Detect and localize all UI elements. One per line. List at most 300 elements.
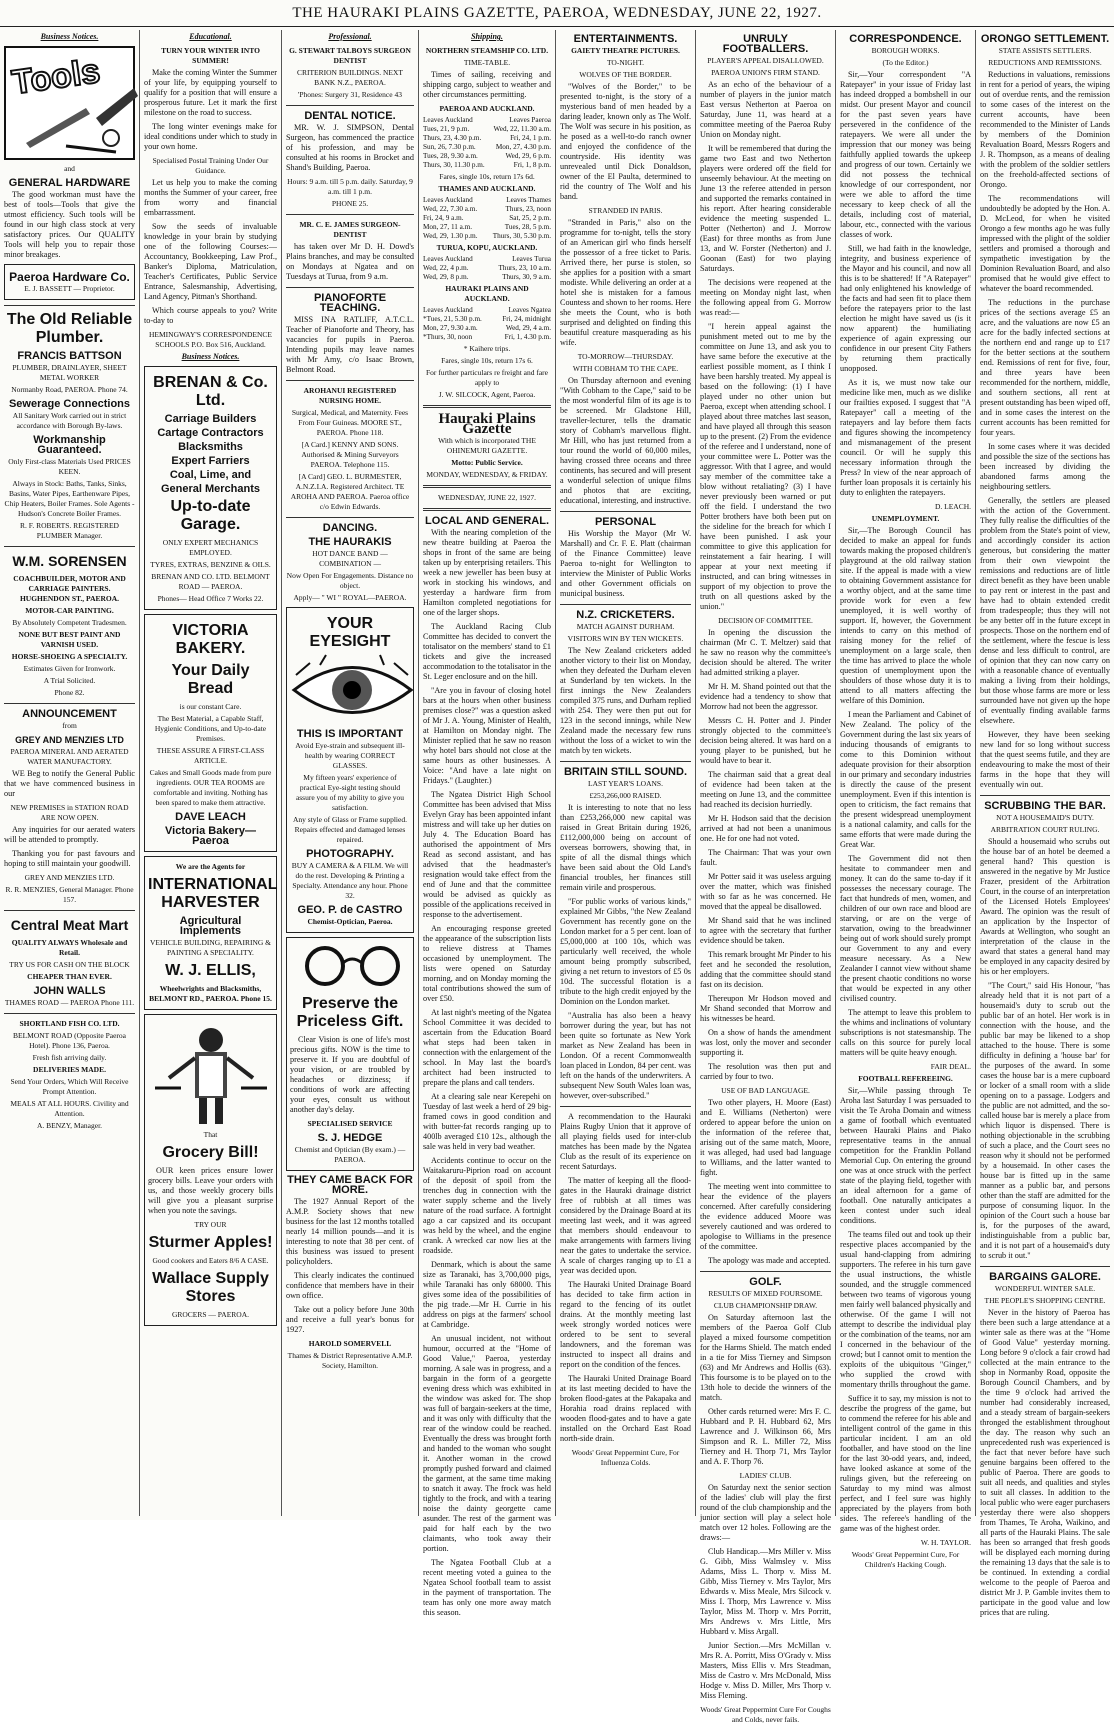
agents: We are the Agents for xyxy=(175,862,246,871)
table-header xyxy=(423,116,551,125)
tyres: TYRES, EXTRAS, BENZINE & OILS. xyxy=(150,560,271,569)
fb-p18: The meeting went into committee to hear the evidence of the players concerned. After carefully considering the evidence adduced Moore was severely cautioned and was ordered to apologise to Williams in the presence of the committee. xyxy=(700,1182,831,1251)
kaihere: * Kaihere trips. xyxy=(463,344,511,353)
table-row xyxy=(423,232,551,241)
burmester: [A Card] GEO. L. BURMESTER, A.N.Z.I.A. Registered Architect. TE AROHA AND PAEROA. Paeroa office c/o Edwin Edwards. xyxy=(290,472,410,511)
column-header: Leaves Thames xyxy=(506,196,551,204)
local-p7: At a clearing sale near Kerepehi on Tuesday of last week a herd of 29 big-framed cows in good condition and with butter-fat records ranging up to 400lb averaged £10 12s., although the sale was held in very bad weather. xyxy=(423,1092,551,1151)
table-cell: Wed, 22, 4 p.m. xyxy=(423,264,469,272)
haurakis: THE HAURAKIS xyxy=(308,536,392,548)
grocer-figure-icon xyxy=(151,1018,271,1128)
wolves: WOLVES OF THE BORDER. xyxy=(579,70,672,79)
table-cell: Wed, 22, 7.30 a.m. xyxy=(423,205,478,213)
fb-p5: In opening the discussion the chairman (Mr C. T. Meltzer) said that he saw no reason why the committee's decision should be altered. The writer had admitted striking a player. xyxy=(700,628,831,677)
from: from xyxy=(62,721,77,730)
specialised: SPECIALISED SERVICE xyxy=(307,1119,393,1128)
sailings-paeroa xyxy=(423,116,551,170)
victoria: Victoria Bakery—Paeroa xyxy=(165,825,256,847)
menzies: R. R. MENZIES, General Manager. Phone 157. xyxy=(5,885,134,904)
news-p11: The Hauraki United Drainage Board has decided to take firm action in regard to the fencing of its outlet drains. At the monthly meeting last week strongly worded notices were ordered to be sent to several landowners, and the foreman was instructed to inspect all drains and report on the condition of the fences. xyxy=(560,1280,691,1369)
unruly: UNRULY FOOTBALLERS. xyxy=(722,33,809,55)
horse: HORSE-SHOEING A SPECIALTY. xyxy=(11,652,128,661)
table-cell: Mon, 27, 4.30 p.m. xyxy=(495,143,551,151)
sailings-turua xyxy=(423,255,551,282)
talboys: G. STEWART TALBOYS SURGEON DENTIST xyxy=(289,46,411,65)
column-header: Leaves Ngatea xyxy=(508,306,551,314)
golf: GOLF. xyxy=(749,1276,782,1288)
table-cell: Fri, 24, midnight xyxy=(502,315,551,323)
section-heading-2: Business Notices. xyxy=(181,352,240,361)
fb-p16: The resolution was then put and carried by four to two. xyxy=(700,1062,831,1081)
fb-p8: The chairman said that a great deal of evidence had been taken at the meeting on June 13, and the committee had reached its decision hurriedly. xyxy=(700,770,831,809)
signature-taylor: W. H. TAYLOR. xyxy=(920,1538,971,1547)
column-footballers xyxy=(696,30,836,1724)
section-heading: Professional. xyxy=(328,32,372,41)
or-p5: Generally, the settlers are pleased with the action of the Government. They fully realise the difficulties of the problem from the State's point of view, and accordingly consider its action generous, but considering the matter from their own viewpoint the remissions and reductions are of little direct benefit as they have been unable to pay rent or interest in the past and have had to obtain extended credit from tradespeople; thus they will not be any better off in the future except in prospects. Those on the northern end of the settlement, where the fescue is less dense and less difficult to control, are of opinion that they can now carry on with a reasonable chance of eventually making a living from their holdings, but those whose farms are more or less surrounded have not given up the hope of eventually finding available farms elsewhere. xyxy=(980,496,1110,725)
sewerage: Sewerage Connections xyxy=(8,398,131,410)
issue-date: WEDNESDAY, JUNE 22, 1927. xyxy=(438,493,536,502)
stranded: STRANDED IN PARIS. xyxy=(588,206,663,215)
local-p6: At last night's meeting of the Ngatea School Committee it was decided to ascertain from the Education Board what steps had been taken in connection with the enlargement of the school. In May last the board's architect had been instructed to prepare the plans and call tenders. xyxy=(423,1008,551,1087)
local-p8: Accidents continue to occur on the Waitakaruru-Piprion road on account of the deposit of spoil from the trenches dug in connection with the water supply scheme and the lively nature of the road surface. A fortnight ago a car capsized and its occupant was held by the wheel, and the engine crank. A wrecked car now lies at the roadside. xyxy=(423,1156,551,1255)
corr-p4: Sir,—The Borough Council has decided to make an appeal for funds towards making the proposed children's playground at the old railway station site. If the appeal is made with a view to obtaining Government assistance for a worthy object, and at the same time provide work for even a few unemployed, it is well worthy of support. If, however, the Government intends to carry on this method of raising money for the relief of unemployment on a large scale, then the time has arrived to place the whole question of unemployment upon the shoulders of those whose duty it is to attend to all matters affecting the welfare of this Dominion. xyxy=(840,526,971,705)
hedge: S. J. HEDGE xyxy=(317,1132,383,1144)
table-row xyxy=(423,223,551,232)
table-cell: *Tues, 21, 5.30 p.m. xyxy=(423,315,482,323)
gaiety: GAIETY THEATRE PICTURES. xyxy=(571,46,680,55)
corr-p8: Sir,—While passing through Te Aroha last Saturday I was persuaded to visit the Te Aroha Domain and witness a game of football which eventuated between Hauraki Plains and Piako representative teams in the annual competition for the Franklin Polland Memorial Cup. On entering the ground one was at once struck with the perfect state of the playing field, together with an ideal afternoon for a game of football. One naturally anticipates a keen contest under such ideal conditions. xyxy=(840,1086,971,1225)
fb-p17: Two other players, H. Moore (East) and E. Williams (Netherton) were ordered to appear before the union on the information of the referee that, arising out of the same match, Moore, it was alleged, had used bad language to Williams, and the latter wanted to fight. xyxy=(700,1098,831,1177)
fb-p13: This remark brought Mr Pinder to his feet and he seconded the resolution, adding that the committee should stand fast on its decision. xyxy=(700,950,831,989)
cheaper: CHEAPER THAN EVER. xyxy=(27,972,112,981)
decision: DECISION OF COMMITTEE. xyxy=(718,616,813,625)
table-cell: Wed, 29, 1.30 p.m. xyxy=(423,232,478,240)
policy: Take out a policy before June 30th and receive a full year's bonus for 1927. xyxy=(286,1305,414,1334)
column-header: Leaves Auckland xyxy=(423,306,473,314)
plumber-heading: The Old Reliable Plumber. xyxy=(6,311,133,346)
arohanui: AROHANUI REGISTERED NURSING HOME. xyxy=(303,386,397,405)
keen: OUR keen prices ensure lower grocery bills. Leave your orders with us, and those weekly grocery bills will give you a pleasant surprise when you note the savings. xyxy=(148,1166,273,1215)
somervell: HAROLD SOMERVELL xyxy=(308,1339,392,1348)
apply: Apply— " WI " ROYAL—PAEROA. xyxy=(293,593,407,602)
duty: NOT A HOUSEMAID'S DUTY. xyxy=(996,813,1094,822)
shopping-centre: THE PEOPLE'S SHOPPING CENTRE. xyxy=(984,1296,1106,1305)
dance-band: HOT DANCE BAND — COMBINATION — xyxy=(312,549,388,568)
eyesight: YOUR EYESIGHT xyxy=(309,615,391,650)
column-business-notices xyxy=(0,30,140,1516)
section-heading: Business Notices. xyxy=(40,32,99,41)
ruling: ARBITRATION COURT RULING. xyxy=(990,825,1100,834)
bakery: VICTORIA BAKERY. xyxy=(172,622,249,657)
stock: Always in Stock: Baths, Tanks, Sinks, Basins, Water Pipes, Earthenware Pipes, Chip Heaters, Boiler Frames. Sole Agents - Hudson's Concrete Boiler Frames. xyxy=(4,479,135,518)
phone82: Phone 82. xyxy=(54,688,85,697)
table-row xyxy=(423,315,551,324)
table-cell: Wed, 29, 6 p.m. xyxy=(505,152,551,160)
table-cell: Tues, 21, 9 p.m. xyxy=(423,125,470,133)
corr-p7: The attempt to leave this problem to the whims and inclinations of voluntary subscriptions is not statesmanship. The calls on this source for purely local matters will be quite heavy enough. xyxy=(840,1008,971,1057)
table-cell: Sat, 25, 2 p.m. xyxy=(509,214,551,222)
cookers: Good cookers and Eaters 8/6 A CASE. xyxy=(152,1256,269,1265)
cartage: Cartage Contractors xyxy=(157,427,264,439)
james: MR. C. E. JAMES SURGEON-DENTIST xyxy=(299,220,401,239)
engagements: Now Open For Engagements. Distance no object. xyxy=(286,571,414,590)
grey-sign: GREY AND MENZIES LTD. xyxy=(24,873,115,882)
local-p1: With the nearing completion of the new theatre building at Paeroa the shops in front of the same are being taken up by enterprising retailers. This week a new jeweller has been busy at work in stocking his windows, and yesterday a hardware firm from Hamilton completed negotiations for one of the larger shops. xyxy=(423,528,551,617)
motor-car: MOTOR-CAR PAINTING. xyxy=(25,606,114,615)
meat-mart: Central Meat Mart xyxy=(10,917,129,933)
hardware-body: The good workman must have the best of tools—Tools that give the utmost efficiency. Such tools will be found in our high class stock at very satisfactory prices. Our QUALITY Tools will help you to repair those minor breakages. xyxy=(4,190,135,259)
fares4: Fares, single 10s, return 17s 6. xyxy=(441,356,533,365)
fb-p15: On a show of hands the amendment was lost, only the mover and seconder supporting it. xyxy=(700,1028,831,1057)
masthead: THE HAURAKI PLAINS GAZETTE, PAEROA, WEDNESDAY, JUNE 22, 1927. xyxy=(0,0,1114,27)
winter-sale: WONDERFUL WINTER SALE. xyxy=(994,1284,1096,1293)
ent-p1: "Wolves of the Border," to be presented to-night, is the story of a mysterious band of men headed by a daring leader, known only as The Wolf. The Wolf was secure in his position, as he posed as a well-to-do ranch owner and enjoyed the confidence of the countryside. His identity was unrevealed until Dick Donaldson, owner of the El Paulta, determined to rid the country of The Wolf and his band. xyxy=(560,82,691,201)
tonight: TO-NIGHT. xyxy=(606,58,644,67)
table-row xyxy=(423,205,551,214)
golf-p22: On Saturday next the senior section of the ladies' club will play the first round of the club championship and the junior section will play a select hole match over 12 holes. Following are the draws:— xyxy=(700,1483,831,1542)
any-style: Any style of Glass or Frame supplied. Repairs effected and damaged lenses repaired. xyxy=(293,815,407,844)
local-p3: "Are you in favour of closing hotel bars at the hours when other business premises close?" was a question asked of Mr J. A. Young, Minister of Health, at Hamilton on Monday night. The Minister replied that he saw no reason why hotel bars should not close at the same hours as other businesses. A Voice: "And have a late night on Fridays." (Laughter.) xyxy=(423,686,551,785)
corr-p6: The Government did not then hesitate to commandeer men and money. It can do the same to-day if it possesses the necessary courage. The fact that hundreds of men, women, and children of our own race and blood are starving, or are on the verge of starvation, owing to the breadwinner being out of work should surely prompt our Government to any and every measure necessary. As a New Zealander I cannot view without shame the present chaotic conditions no worse that would be expected in any other civilised country. xyxy=(840,854,971,1003)
fb-p3: The decisions were reopened at the meeting on Monday night last, when the following appeal from G. Morrow was read:— xyxy=(700,278,831,317)
corr: CORRESPONDENCE. xyxy=(849,33,962,45)
company: NORTHERN STEAMSHIP CO. LTD. xyxy=(425,46,549,55)
table-row xyxy=(423,143,551,152)
scrubbing: SCRUBBING THE BAR. xyxy=(984,800,1106,812)
amp: The 1927 Annual Report of the A.M.P. Society shows that new business for the last 12 months totalled nearly 14 million pounds—and it is interesting to note that 38 per cent. of this business was issued to present policyholders. xyxy=(286,1197,414,1266)
table-cell: Tues, 28, 9.30 a.m. xyxy=(423,152,478,160)
woods-ad: Woods' Great Peppermint Cure For Coughs and Colds, never fails. xyxy=(700,1705,831,1724)
local-p11: The Ngatea Football Club at a recent meeting voted a guinea to the Ngatea School football team to assist in the payment of transportation. The team has only one more away match this season. xyxy=(423,1558,551,1617)
corr-p3: As it is, we must now take our medicine like men, much as we dislike our frailties exposed. I suggest that "A Ratepayer" call a meeting of the ratepayers and lay before them facts and figures showing the incompetency and mismanagement of the present council. Or will he supply this necessary information through the Press? In view of the near approach of further loan proposals it is certainly his duty to enlighten the ratepayers. xyxy=(840,378,971,497)
eye-icon xyxy=(290,655,415,725)
criterion: CRITERION BUILDINGS. NEXT BANK N.Z., PAEROA. xyxy=(296,68,404,87)
cricket-p: The New Zealand cricketers added another victory to their list on Monday, when they defeated the Durham eleven at Sunderland by ten wickets. In the first innings the New Zealanders compiled 375 runs, and Durham replied with 254. They were then put out for 123 in the second innings, while New Zealand made the necessary few runs without the loss of a wicket to win the match by ten wickets. xyxy=(560,646,691,755)
local-p5: An encouraging response greeted the appearance of the subscription lists to relieve distress at Thames occasioned by unemployment. The lists were opened on Saturday morning, and on Monday morning the total contributions showed the sum of over £50. xyxy=(423,924,551,1003)
winter-heading: TURN YOUR WINTER INTO SUMMER! xyxy=(161,46,260,65)
fares1: Fares, single 10s, return 17s 6d. xyxy=(439,172,535,181)
that: That xyxy=(203,1130,218,1139)
fb-p2: It will be remembered that during the game two East and two Netherton players were ordered off the field for unseemly behaviour. At the meeting on June 13 the referee attended in person and supported the remarks contained in his report. After hearing considerable evidence the meeting suspended L. Potter (Netherton) and J. Morrow (East) for three months as from June 13, and W. Forster (Netherton) and J. Goonan (East) for two playing Saturdays. xyxy=(700,144,831,273)
further: For further particulars re freight and fare apply to xyxy=(425,368,549,387)
table-row xyxy=(423,273,551,282)
battson: FRANCIS BATTSON xyxy=(17,350,122,362)
to-editor: (To the Editor.) xyxy=(882,58,929,67)
grocers: GROCERS — PAEROA. xyxy=(171,1310,250,1319)
times: Times of sailing, receiving and shipping cargo, subject to weather and other circumstances permitting. xyxy=(423,70,551,99)
days: MONDAY, WEDNESDAY, & FRIDAY. xyxy=(426,470,548,479)
eyestrain: Avoid Eye-strain and subsequent ill-health by wearing CORRECT GLASSES. xyxy=(295,741,405,770)
table-cell: Fri, 1, 8 p.m. xyxy=(513,161,551,169)
local-p10: An unusual incident, not without humour, occurred at the "Home of Good Value," Paeroa, yesterday morning. A sale was in progress, and a bargain in the form of a georgette evening dress which was exhibited in the window was asked for. The shop was full of bargain-seekers at the time, and it was only with difficulty that the rear of the window could be reached. Eventually the dress was brought forth and handed to the woman who sought it. Another woman in the crowd promptly pushed forward and claimed the garment, at the same time making to snatch it away. The frock was held tightly to the frock, and with a tearing noise the dainty georgette came asunder. The rest of the garment was paid for half each by the two claimants, who took away their portion. xyxy=(423,1334,551,1553)
signature-leach: D. LEACH. xyxy=(934,502,971,511)
vision: Clear Vision is one of life's most precious gifts. NOW is the time to preserve it. If you are doubtful of your vision, or are troubled by headaches or dizziness; if conditions of work are affecting your eyes, consult us without another day's delay. xyxy=(290,1035,410,1114)
hours: Hours: 9 a.m. till 5 p.m. daily. Saturday, 9 a.m. till 1 p.m. xyxy=(287,177,413,196)
winter-p2: The long winter evenings make for ideal conditions under which to study in your own home. xyxy=(144,122,277,151)
james-body: has taken over Mr D. H. Dowd's Plains branches, and may be consulted on Mondays at Ngatea and on Tuesdays at Turua, from 9 a.m. xyxy=(286,242,414,281)
local-p2: The Auckland Racing Club Committee has decided to convert the totalisator on the members' stand to £1 tickets and give the increased accommodation to the totalisator in the St. Leger enclosure and on the hill. xyxy=(423,622,552,681)
best-paint: NONE BUT BEST PAINT AND VARNISH USED. xyxy=(18,630,121,649)
column-header: Leaves Auckland xyxy=(423,255,473,263)
table-cell: Thurs, 23, 4.30 p.m. xyxy=(423,134,482,142)
simpson: MR. W. J. SIMPSON, Dental Surgeon, has commenced the practice of his profession, and may be consulted at his rooms in Brocket and Shand's Building, Paeroa. xyxy=(286,123,414,172)
leach: DAVE LEACH xyxy=(175,811,246,823)
tools-advert xyxy=(4,46,135,160)
table-cell: Fri, 24, 9 a.m. xyxy=(423,214,464,222)
paeroa-auckland: PAEROA AND AUCKLAND. xyxy=(439,104,535,113)
coal: Coal, Lime, and xyxy=(169,469,252,481)
ent-p3: On Thursday afternoon and evening "With Cobham to the Cape," said to be the most wonderful film of its age is to be screened. Mr Gladstone Hill, traveller-lecturer, tells the dramatic story of Cobham's marvellous flight. Mr Hill, who has just returned from a tour round the world of 60,000 miles, having crossed three oceans and three continents, has secured and will present a wonderful selection of unique films and photos that are exciting, educational, interesting, and instructive. xyxy=(560,376,691,505)
wickets: VISITORS WIN BY TEN WICKETS. xyxy=(567,634,684,643)
borough: BOROUGH WORKS. xyxy=(871,46,940,55)
walls: JOHN WALLS xyxy=(33,985,106,997)
fb-p9: Mr H. Hodson said that the decision arrived at had not been a unanimous one. He for one had not voted. xyxy=(700,814,831,843)
meals: MEALS AT ALL HOURS. Civility and Attention. xyxy=(10,1099,129,1118)
fb-p6: Mr H. M. Shand pointed out that the evidence had a tendency to show that Morrow had not been the aggressor. xyxy=(700,682,831,711)
column-orongo xyxy=(976,30,1114,1617)
corr-p10: Suffice it to say, my mission is not to describe the progress of the game, but to commend the referee for his able and intelligent control of the game in this particular incident. I am an old footballer, and have stood on the line for the last 30-odd years, and, indeed, have looked askance at some of the rulings given, but the refereeing on Saturday to my mind was almost perfect, and I feel sure was highly appreciated by the players from both sides. The referee's handling of the game was of the highest order. xyxy=(840,1394,971,1533)
workmanship: Workmanship Guaranteed. xyxy=(33,434,106,456)
blacksmiths: Blacksmiths xyxy=(178,441,243,453)
cricketers: N.Z. CRICKETERS. xyxy=(576,609,675,621)
phone25: PHONE 25. xyxy=(331,199,369,208)
table-cell: Wed, 29, 8 p.m. xyxy=(423,273,469,281)
firm: PAEROA UNION'S FIRM STAND. xyxy=(711,68,820,77)
fresh-fish: Fresh fish arriving daily. xyxy=(32,1053,107,1062)
table-header xyxy=(423,196,551,205)
table-header xyxy=(423,255,551,264)
or-p4: In some cases where it was decided and possible the size of the sections has been increased by dividing the abandoned farms among the neighbouring settlers. xyxy=(980,442,1110,491)
table-cell: Fri, 24, 1 p.m. xyxy=(510,134,551,142)
table-row xyxy=(423,264,551,273)
orders: Send Your Orders, Which Will Receive Prompt Attention. xyxy=(10,1077,129,1096)
tools-logo: Tools xyxy=(9,52,103,102)
assure: THESE ASSURE A FIRST-CLASS ARTICLE. xyxy=(156,746,265,765)
table-row xyxy=(423,125,551,134)
or-p1: Reductions in valuations, remissions in rent for a period of years, the wiping out of overdue rents, and the remission to some cases of the interest on the current accounts, have been recommended to the Minister of Lands by members of the Dominion Revaluation Board, Messrs Rogers and J. R. Thompson, as a means of dealing with the problem of the soldier settlers on the freehold-affected sections of Orongo. xyxy=(980,70,1110,189)
britain: BRITAIN STILL SOUND. xyxy=(563,766,688,778)
fish-co: SHORTLAND FISH CO. LTD. xyxy=(19,1019,120,1028)
benzy: A. BENZY, Manager. xyxy=(36,1121,103,1130)
notify: WE Beg to notify the General Public that we have commenced business in our xyxy=(4,769,135,798)
table-header xyxy=(423,306,551,315)
golf-p20: On Saturday afternoon last the members of the Paeroa Golf Club played a mixed foursome competition for the Harms Shield. The match ended in a tie for Miss Tierney and Simpson (63) and Mr Andrews and Hollis (63). This foursome is to be played on to the 13th hole to decide the winners of the match. xyxy=(700,1313,831,1402)
castro: GEO. P. de CASTRO xyxy=(297,904,403,916)
column-shipping xyxy=(419,30,556,1617)
table-cell: Tues, 28, 5 p.m. xyxy=(504,223,551,231)
golf-p23: Club Handicap.—Mrs Miller v. Miss G. Gibb, Miss Walmsley v. Miss Adams, Miss L. Thorp v. Miss M. Gibb, Miss Tierney v. Mrs Taylor, Mrs Edwards v. Miss Meale, Mrs Silcock v. Miss I. Thorp, Mrs Lawrence v. Miss Taylor, Miss M. Thorp v. Mrs Porritt, Mrs Andrews v. Mrs Little, Mrs Hubbard v. Miss Argall. xyxy=(700,1547,831,1636)
table-cell: Fri, 1, 4.30 p.m. xyxy=(504,333,551,341)
column-professional xyxy=(282,30,419,1516)
sorensen-trade: COACHBUILDER, MOTOR AND CARRIAGE PAINTERS. HUGHENDON ST., PAEROA. xyxy=(13,574,126,603)
first-class: Only First-class Materials Used PRICES KEEN. xyxy=(8,457,131,476)
column-header: Leaves Turua xyxy=(512,255,551,263)
column-header: Leaves Auckland xyxy=(423,116,473,124)
fb-p14: Thereupon Mr Hodson moved and Mr Shand seconded that Morrow and his witnesses be heard. xyxy=(700,994,831,1023)
kodak: BUY A CAMERA & A FILM. We will do the rest. Developing & Printing a Specialty. Attendance any hour. Phone 32. xyxy=(291,861,409,900)
roberts: R. F. ROBERTS. REGISTERED PLUMBER Manager. xyxy=(20,521,119,540)
winter-p1: Make the coming Winter the Summer of your life, by equipping yourself to qualify for a position that will ensure a prosperous future. Let it mark the first milestone on the road to success. xyxy=(144,68,277,117)
surgical: Surgical, Medical, and Maternity. Fees From Four Guineas. MOORE ST., PAEROA. Phone 118. xyxy=(291,408,409,437)
personal: PERSONAL xyxy=(594,516,657,528)
cakes: Cakes and Small Goods made from pure ingredients. OUR TEA ROOMS are comfortable and inviting. Nothing has been spared to make them attractive. xyxy=(149,768,272,807)
fb-p12: Mr Shand said that he was inclined to agree with the secretary that further evidence should be taken. xyxy=(700,916,831,945)
fb-p1: As an echo of the behaviour of a number of players in the junior match East versus Netherton at Paeroa on Saturday, June 11, was heard at a committee meeting of the Paeroa Ruby Union on Monday night. xyxy=(700,80,831,139)
photography: PHOTOGRAPHY. xyxy=(306,848,394,860)
winter-p3: Let us help you to make the coming months the Summer of your career, free from worry and financial embarrassment. xyxy=(144,178,277,217)
mechanics: ONLY EXPERT MECHANICS EMPLOYED. xyxy=(162,538,259,557)
woods-ad: Woods' Great Peppermint Cure, For Influenza Colds. xyxy=(571,1448,680,1467)
inquiries: Any inquiries for our aerated waters will be attended to promptly. xyxy=(4,825,135,844)
trial: A Trial Solicited. xyxy=(43,676,96,685)
brenan: BRENAN & Co. Ltd. xyxy=(153,374,268,409)
news-p12: The Hauraki United Drainage Board at its last meeting decided to have the broken flood-gates at the Pakapaka and Horahia road drains replaced with wooden flood-gates and to have a gate installed on the Orchard East Road north-side drain. xyxy=(560,1374,691,1443)
battson-addr: Normanby Road, PAEROA. Phone 74. xyxy=(11,385,128,394)
timetable: TIME-TABLE. xyxy=(463,58,511,67)
ent-heading: ENTERTAINMENTS. xyxy=(573,33,678,45)
winter-p4: Sow the seeds of invaluable knowledge in your brain by studying one of the following Courses:— Accountancy, Bookkeeping, Law Prof., Banker's Diploma, Matriculation, Teacher's Certificates, Public Service Entrance, Salesmanship, Advertising, Land Agency, Pitman's Shorthand. xyxy=(144,222,277,301)
bg-p9: Never in the history of Paeroa has there been such a large attendance at a winter sale as there was at the "Home of Good Value" yesterday morning. Long before 9 o'clock a fair crowd had collected at the main entrance to the shop in Normanby Road, opposite the Borough Council Chambers, and by the time 9 o'clock had arrived the number had considerably increased, and a steady stream of bargain-seekers thronged the establishment throughout the day. The reason why such an unprecedented rush was experienced is the fact that never before have such genuine bargains been offered to the public of Paeroa. There are goods to suit all needs, and qualities and styles to suit all classes. In addition to the local public who were eager purchasers yesterday there were also shoppers from Thames, Te Aroha, Waikino, and all parts of the Hauraki Plains. The sale has been so arranged that fresh goods will be displayed each morning during the remaining 13 days that the sale is to be continued. In extending a cordial welcome to the people of Paeroa and district Mr J. P. Gamble invites them to participate in the good value and low prices that are ruling. xyxy=(980,1308,1110,1617)
table-row xyxy=(423,214,551,223)
loan-p7: "For public works of various kinds," explained Mr Gibbs, "the New Zealand Government has recently gone on the London market for a 5 per cent. loan of £5,000,000 at 100 10s, which was particularly well received, the whole amount being promptly subscribed, giving a net return to investors of £5 0s 10d. The successful flotation is a tribute to the high credit enjoyed by the Dominion on the London market. xyxy=(560,897,691,1006)
grey: GREY AND MENZIES LTD xyxy=(15,735,124,745)
ladies: LADIES' CLUB. xyxy=(739,1471,792,1480)
quality: QUALITY ALWAYS Wholesale and Retail. xyxy=(11,938,128,957)
fb-p10: The Chairman: That was your own fault. xyxy=(700,848,831,867)
corr-p9: The teams filed out and took up their respective places accompanied by the usual hand-clapping from admiring supporters. The referee in his turn gave the usual instructions, the whistle sounded, and the struggle commenced between two teams of vigorous young men fairly well balanced physically and otherwise. Of the game I will not attempt to describe the individual play or the combination of the teams, nor am I concerned in the behaviour of the crowd; but I cannot omit to mention the exploits of the ubiquitous "Ginger," who supplied the crowd with momentary thrills throughout the game. xyxy=(840,1230,971,1389)
farriers: Expert Farriers xyxy=(171,455,250,467)
unemployment: UNEMPLOYMENT. xyxy=(871,514,940,523)
fb-p11: Mr Potter said it was useless arguing over the matter, which was finished with so far as he was concerned. He moved that the appeal be disallowed. xyxy=(700,872,831,911)
or-p6: However, they have been seeking new land for so long without success that the quest seems futile, and they are endeavouring to make the most of their farms in the hope that they will eventually win out. xyxy=(980,730,1110,789)
dancing: DANCING. xyxy=(322,522,378,534)
hedge-title: Chemist and Optician (By exam.) — PAEROA. xyxy=(294,1145,406,1164)
bad-language: USE OF BAD LANGUAGE. xyxy=(721,1086,810,1095)
draw: CLUB CHAMPIONSHIP DRAW. xyxy=(713,1301,818,1310)
winter-p5: Which course appeals to you? Write to-day to xyxy=(144,306,277,325)
thames-road: THAMES ROAD — PAEROA Phone 111. xyxy=(4,998,135,1007)
tools-and: and xyxy=(64,164,75,173)
table-cell: Thurs, 23, 10 a.m. xyxy=(498,264,551,272)
cash: TRY US FOR CASH ON THE BLOCK xyxy=(9,960,130,969)
table-row xyxy=(423,324,551,333)
fish-addr: BELMONT ROAD (Opposite Paeroa Hotel). Phone 136, Paeroa. xyxy=(13,1031,126,1050)
table-cell: *Thurs, 30, noon xyxy=(423,333,473,341)
thanking: Thanking you for past favours and hoping to still maintain your goodwill. xyxy=(4,849,135,868)
table-cell: Mon, 27, 9.30 a.m. xyxy=(423,324,478,332)
fb-p7: Messrs C. H. Potter and J. Pinder strongly objected to the committee's decision being altered. It was hard on a young player to be punished, but he would have to bear it. xyxy=(700,716,831,765)
materials: The Best Material, a Capable Staff, Hygienic Conditions, and Up-to-date Premises. xyxy=(154,714,267,743)
estimates: Estimates Given for Ironwork. xyxy=(23,664,116,673)
wheelwrights: Wheelwrights and Blacksmiths, BELMONT RD., PAEROA. Phone 15. xyxy=(149,984,272,1003)
talboys-phones: 'Phones: Surgery 31, Residence 43 xyxy=(298,90,402,99)
hardware-heading: GENERAL HARDWARE xyxy=(8,177,131,189)
dental-notice: DENTAL NOTICE. xyxy=(304,110,396,122)
piano: PIANOFORTE TEACHING. xyxy=(313,292,387,314)
sailings-thames xyxy=(423,196,551,241)
column-correspondence xyxy=(836,30,976,1569)
hauraki-plains: HAURAKI PLAINS AND AUCKLAND. xyxy=(445,284,529,303)
local-p4: The Ngatea District High School Committee has been advised that Miss Evelyn Gray has been appointed infant mistress and will take up her duties on July 4. The Education Board has authorised the appointment of Mrs Read as second assistant, and has advised that the headmaster's resignation would take effect from the end of June and that the committee would be advised as quickly as possible of the applications received in response to the advertisement. xyxy=(423,790,551,919)
sc-p8: "The Court," said His Honour, "has already held that it is not part of a housemaid's duty to scrub out the public bar of an hotel. Her work is in connection with the house, and the public bar may be likened to a shop attached to the house. There is some difficulty in defining a 'house bar' for the purposes of the award. In some cases the house bar is a mere cupboard or locker of a small room with a slide opening on to a passage. Lodgers and the public are not admitted, and the so-called house bar is merely a place from which liquor is dispensed. There is nothing objectionable in the scrubbing of such a place, and the Court sees no reason why it should not be performed by a housemaid. In other cases the house bar is fitted up in the same manner as a public bar, and persons other than the staff are admitted for the purpose of consuming liquor. In the opinion of the Court such a house bar is, for the purposes of the award, indistinguishable from a public bar, and it is not part of a housemaid's duty to scrub it out." xyxy=(980,981,1110,1260)
corr-p5: I mean the Parliament and Cabinet of New Zealand. The policy of the Government during the last six years of inducing thousands of emigrants to come to this Dominion without adequate provision for their absorption in our primary and secondary industries is directly the cause of the present unemployment. Even if this intention is open to criticism, the fact remains that the present widespread unemployment is a national calamity, and calls for the same efforts that were made during the Great War. xyxy=(840,710,971,849)
section-heading: Shipping. xyxy=(471,32,503,41)
assists: STATE ASSISTS SETTLERS. xyxy=(998,46,1092,55)
reductions: REDUCTIONS AND REMISSIONS. xyxy=(988,58,1102,67)
local-general: LOCAL AND GENERAL. xyxy=(424,515,550,527)
care: is our constant Care. xyxy=(179,702,242,711)
table-cell: Mon, 27, 11 a.m. xyxy=(423,223,473,231)
garage: Up-to-date Garage. xyxy=(170,498,251,533)
loan-p6: It is interesting to note that no less than £253,266,000 new capital was raised in Great Britain during 1926, £112,000,000 being on account of overseas borrowers, showing that, in spite of all the dismal things which have been said about the Old Land's financial troubles, her finances still remain virile and prosperous. xyxy=(560,803,691,892)
woods-ad: Woods' Great Peppermint Cure, For Children's Hacking Cough. xyxy=(851,1550,960,1569)
table-row xyxy=(423,161,551,170)
table-cell: Thurs, 23, noon xyxy=(505,205,551,213)
deliveries: DELIVERIES MADE. xyxy=(33,1065,106,1074)
postal: Specialised Postal Training Under Our Guidance. xyxy=(152,156,269,175)
news-p9: A recommendation to the Hauraki Plains Rugby Union that it approve of all playing fields used for inter-club matches has been made by the Ngatea Club as the result of its experience on recent Saturdays. xyxy=(560,1112,691,1171)
table-row xyxy=(423,333,551,342)
kenny: [A Card.] KENNY AND SONS. Authorised & Mining Surveyors PAEROA. Telephone 115. xyxy=(301,440,399,469)
loan-amt: £253,266,000 RAISED. xyxy=(589,791,662,800)
motto: Motto: Public Service. xyxy=(451,458,523,467)
durham: MATCH AGAINST DURHAM. xyxy=(576,622,675,631)
table-cell: Thurs, 30, 11.30 p.m. xyxy=(423,161,485,169)
signature-fair: FAIR DEAL. xyxy=(930,1062,971,1071)
silcock: J. W. SILCOCK, Agent, Paeroa. xyxy=(438,390,536,399)
international: INTERNATIONAL HARVESTER xyxy=(148,876,278,911)
sc-p7: Should a housemaid who scrubs out the house bar of an hotel be deemed a general hand? This question is answered in the negative by Mr Justice Frazer, president of the Arbitration Court, in the course of an interpretation of the Licensed Hotels Employees' Award. The opinion was the result of an application by the Inspector of Awards at Wellington, who sought an interpretation of the clause in the award that states a general hand may be employed in any capacity desired by his or her employers. xyxy=(980,837,1110,976)
thames-auckland: THAMES AND AUCKLAND. xyxy=(438,184,536,193)
hemingway: HEMINGWAY'S CORRESPONDENCE SCHOOLS P.O. Box 516, Auckland. xyxy=(149,330,272,349)
fb-p19: The apology was made and accepted. xyxy=(708,1256,831,1265)
golf-p24: Junior Section.—Mrs McMillan v. Mrs R. A. Porritt, Miss O'Grady v. Miss Masters, Miss Ellis v. Mrs Steadman, Miss de Castro v. Mrs McDonald, Miss Hodge v. Miss D. Miller, Mrs Thorp v. Miss Fleming. xyxy=(700,1641,831,1700)
brenan-addr: BRENAN AND CO. LTD. BELMONT ROAD — PAEROA. xyxy=(151,572,270,591)
personal-p: His Worship the Mayor (Mr W. Marshall) and Cr. F. E. Platt (chairman of the Finance Committee) leave Paeroa to-night for Wellington to interview the Minister of Public Works and other Government officials on municipal business. xyxy=(560,529,691,598)
column-header: Leaves Auckland xyxy=(423,196,473,204)
corr-p1: Sir,—Your correspondent "A Ratepayer" in your issue of Friday last has indeed dropped a bombshell in our midst. Our present Mayor and council for the past seven years have persevered in the confidence of the ratepayers. We were all under the impression that our money was being faithfully applied towards the upkeep and progress of our town. Certainly we did not possess the technical knowledge of our correspondent, nor were we able to afford the time necessary to keep check of all the details, including cost of material, labour, etc., connected with the various classes of work. xyxy=(840,70,971,239)
sewerage-body: All Sanitary Work carried out in strict accordance with Borough By-laws. xyxy=(12,411,127,430)
spectacles-icon xyxy=(290,941,415,991)
ent-p2: "Stranded in Paris," also on the programme for to-night, tells the story of an American girl who finds herself the possessor of a free ticket to Paris. Arrived there, her purse is stolen, so she applies for a position with a smart modiste. While delivering an order at a hotel she is mistaken for a famous Countess and shown to her rooms. Here she meets the Count, who is both surprised and delighted on finding this beautiful creature masquerading as his wife. xyxy=(560,218,691,347)
table-cell: Thurs, 30, 5.30 p.m. xyxy=(492,232,551,240)
gazette-title: Hauraki Plains Gazette xyxy=(438,411,536,437)
column-header: Leaves Paeroa xyxy=(509,116,551,124)
ratliff: MISS INA RATLIFF, A.T.C.L. Teacher of Pianoforte and Theory, has vacancies for pupils in Paeroa. Intending pupils may leave names with Mr Amy, c/o Isaac Brown, Belmont Road. xyxy=(286,315,414,374)
merchants: General Merchants xyxy=(160,483,261,495)
came-back: THEY CAME BACK FOR MORE. xyxy=(287,1174,413,1196)
mixed: RESULTS OF MIXED FOURSOME. xyxy=(708,1289,823,1298)
loan-p8: "Australia has also been a heavy borrower during the year, but has not been quite so fortunate as New York market as New Zealand has been in London. Of a recent Commonwealth loan placed in London, 84 per cent. was left on the hands of the underwriters. A subsequent New South Wales loan was, however, over-subscribed." xyxy=(560,1011,691,1100)
column-educational xyxy=(140,30,282,1516)
sorensen: W.M. SORENSEN xyxy=(12,553,127,569)
golf-p21: Other cards returned were: Mrs F. C. Hubbard and P. H. Hubbard 62, Mrs Lawrence and J. Wilkinson 66, Mrs Simpson and R. L. Miller 72, Miss Tierney and H. Thorp 71, Mrs Taylor and A. F. Thorp 76. xyxy=(700,1407,831,1466)
important: THIS IS IMPORTANT xyxy=(296,728,404,740)
premises: NEW PREMISES in STATION ROAD ARE NOW OPEN. xyxy=(10,803,129,822)
section-heading: Educational. xyxy=(189,32,232,41)
table-cell: Wed, 22, 11.30 a.m. xyxy=(493,125,551,133)
wallace: Wallace Supply Stores xyxy=(152,1270,269,1305)
loans: LAST YEAR'S LOANS. xyxy=(588,779,663,788)
table-cell: Sun, 26, 7.30 p.m. xyxy=(423,143,476,151)
grocery-bill: Grocery Bill! xyxy=(162,1144,259,1161)
fb-p4: "I herein appeal against the punishment meted out to me by the committee on June 13, and ask you to have same before the executive at the earliest possible moment, as I think I have been harshly treated. My appeal is based on the following: (1) I have played under no other union but Paeroa, except when attending school. I played about three matches last season, and have played all through this season up to the present. (2) From the evidence of the referee and I understand, none of your committee were L. Potter was the aggressor. With that I agree, and would say member of the committee take a blow without retaliating? (3) I have never previously been warned or put off the field. I understand the two Potter brothers have both been put on the sideline for the breach for which I have been punished. I ask your committee to give this application for reinstatement a fair hearing. I will appear at your next meeting if instructed, and can bring witnesses in support of my objection to prove the truth on all questions asked by the union." xyxy=(700,322,831,611)
preserve: Preserve the Priceless Gift. xyxy=(296,995,404,1030)
try: TRY OUR xyxy=(194,1220,227,1229)
orongo: ORONGO SETTLEMENT. xyxy=(980,33,1110,45)
paeroa-hardware: Paeroa Hardware Co. xyxy=(9,270,130,284)
chemist: Chemist-Optician, Paeroa. xyxy=(307,917,393,926)
